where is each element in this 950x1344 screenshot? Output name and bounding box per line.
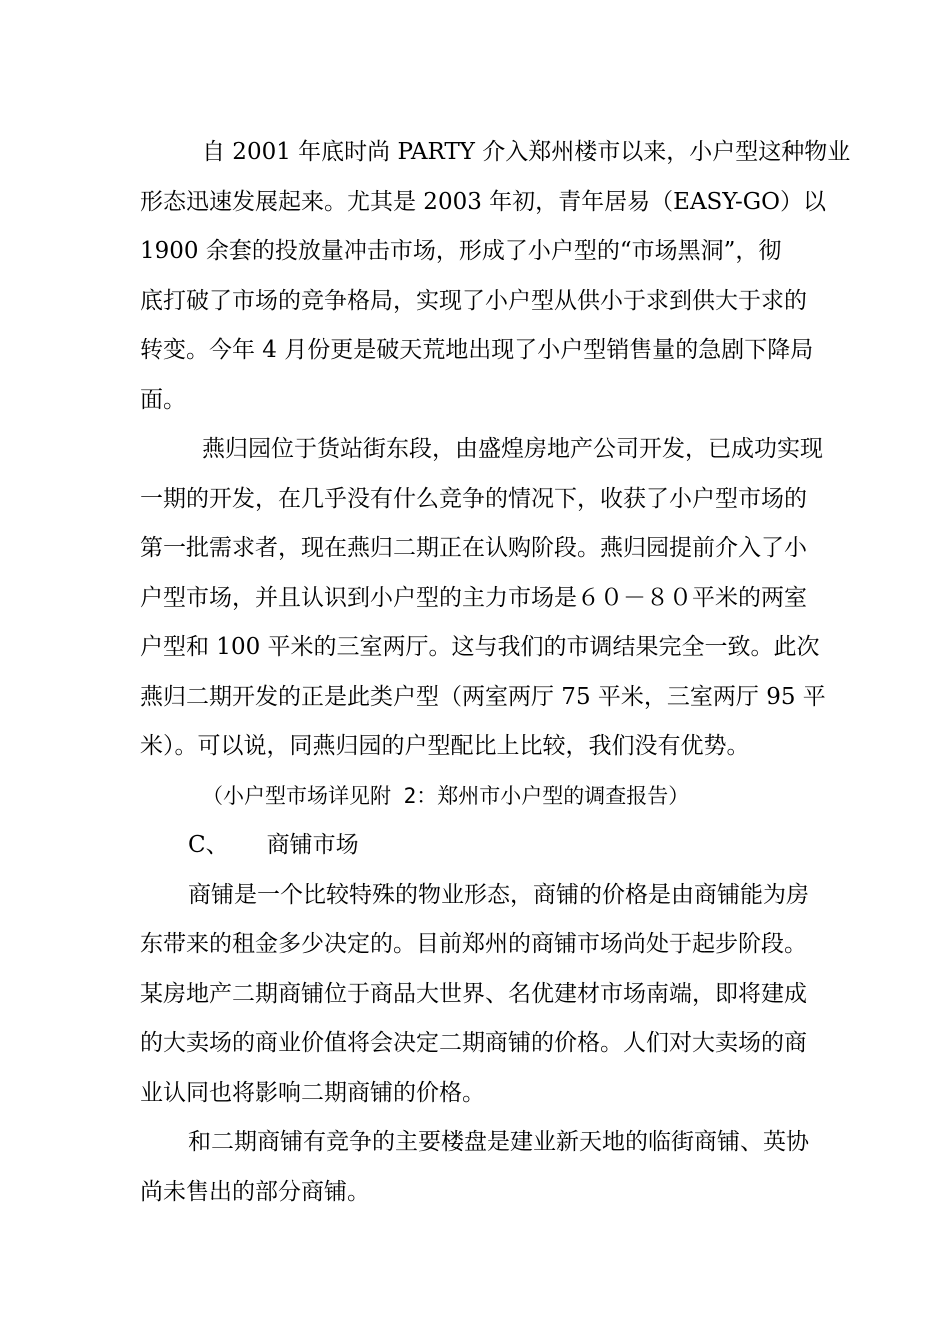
text-line: 1900 余套的投放量冲击市场，形成了小户型的“市场黑洞”，彻 bbox=[140, 238, 782, 264]
text-line: 的大卖场的商业价值将会决定二期商铺的价格。人们对大卖场的商 bbox=[140, 1030, 807, 1056]
text-line: 商铺是一个比较特殊的物业形态，商铺的价格是由商铺能为房 bbox=[188, 881, 809, 908]
text-line: 户型市场，并且认识到小户型的主力市场是６０－８０平米的两室 bbox=[140, 584, 807, 611]
text-line: 一期的开发，在几乎没有什么竞争的情况下，收获了小户型市场的 bbox=[140, 485, 807, 512]
document-body bbox=[140, 128, 851, 1217]
section-heading-shop-market bbox=[140, 821, 810, 871]
text-line: 业认同也将影响二期商铺的价格。 bbox=[140, 1079, 485, 1106]
text-line: 东带来的租金多少决定的。目前郑州的商铺市场尚处于起步阶段。 bbox=[140, 931, 807, 957]
text-line: 户型和 100 平米的三室两厅。这与我们的市调结果完全一致。此次 bbox=[140, 634, 820, 660]
section-title: 商铺市场 bbox=[266, 832, 359, 858]
paragraph-shop-market bbox=[140, 871, 810, 1119]
text-line: 形态迅速发展起来。尤其是 2003 年初，青年居易（EASY-GO）以 bbox=[140, 188, 826, 215]
section-marker: C、 bbox=[188, 832, 229, 858]
text-line: 燕归园位于货站街东段，由盛煌房地产公司开发，已成功实现 bbox=[202, 436, 823, 462]
text-line: 转变。今年 4 月份更是破天荒地出现了小户型销售量的急剧下降局 bbox=[140, 337, 814, 363]
appendix-reference-note: （小户型市场详见附 2：郑州市小户型的调查报告） bbox=[202, 783, 690, 808]
text-line: 某房地产二期商铺位于商品大世界、名优建材市场南端，即将建成 bbox=[140, 980, 807, 1007]
paragraph-small-unit-market-intro bbox=[140, 128, 851, 425]
text-line: 第一批需求者，现在燕归二期正在认购阶段。燕归园提前介入了小 bbox=[140, 535, 807, 561]
paragraph-yanguiyuan bbox=[140, 425, 826, 772]
paragraph-shop-competition bbox=[140, 1118, 810, 1217]
text-line: 自 2001 年底时尚 PARTY 介入郑州楼市以来，小户型这种物业 bbox=[202, 139, 851, 165]
text-line: 底打破了市场的竞争格局，实现了小户型从供小于求到供大于求的 bbox=[140, 287, 807, 314]
text-line: 面。 bbox=[140, 386, 186, 413]
text-line: 米）。可以说，同燕归园的户型配比上比较，我们没有优势。 bbox=[140, 733, 750, 759]
text-line: 和二期商铺有竞争的主要楼盘是建业新天地的临街商铺、英协 bbox=[188, 1129, 809, 1155]
text-line: 尚未售出的部分商铺。 bbox=[140, 1178, 370, 1205]
text-line: 燕归二期开发的正是此类户型（两室两厅 75 平米，三室两厅 95 平 bbox=[140, 683, 826, 710]
